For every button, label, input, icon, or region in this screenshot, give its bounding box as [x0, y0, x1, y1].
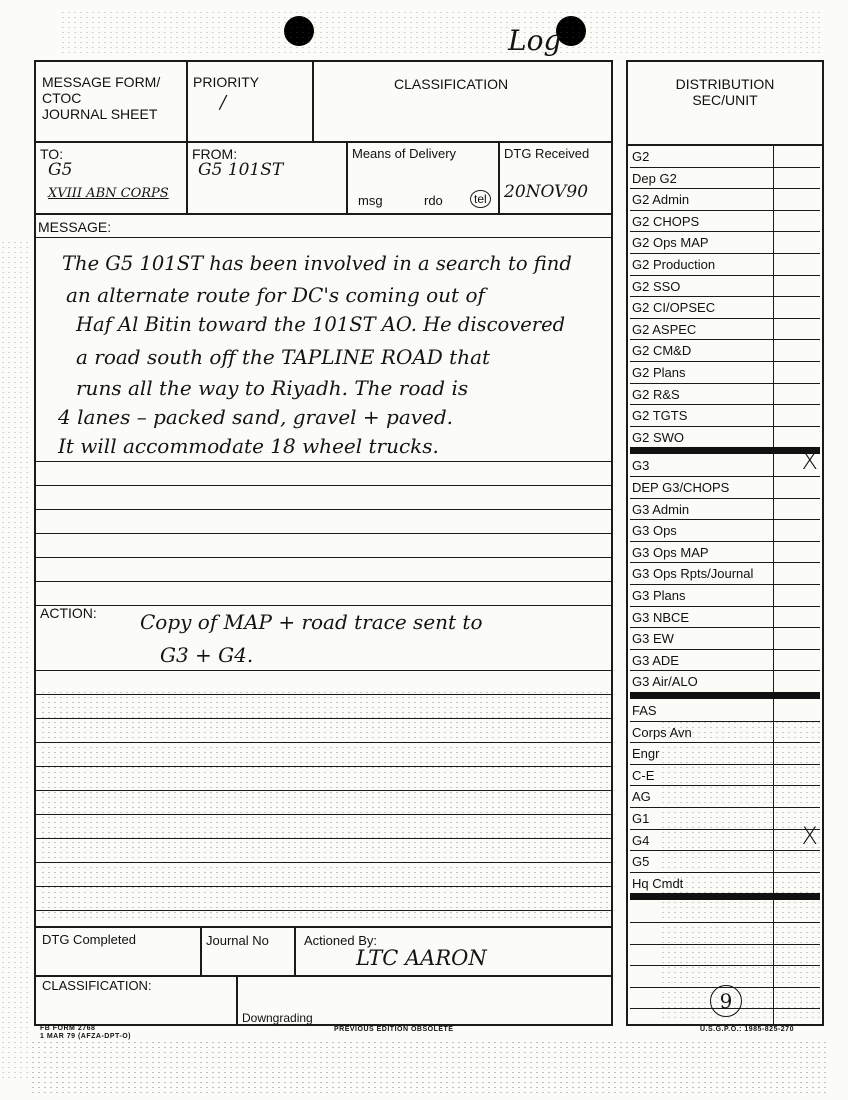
- distribution-item: [630, 563, 820, 585]
- delivery-option-rdo: rdo: [424, 193, 443, 208]
- distribution-item-label: G3 NBCE: [632, 609, 690, 625]
- distribution-item-label: Corps Avn: [632, 724, 692, 740]
- distribution-item-label: Engr: [632, 746, 660, 762]
- message-line: The G5 101ST has been involved in a search to find: [62, 252, 572, 275]
- distribution-item-label: AG: [632, 789, 651, 805]
- distribution-item-label: G2 Admin: [632, 192, 690, 208]
- from-value: G5 101ST: [198, 160, 284, 180]
- distribution-item: [630, 276, 820, 298]
- distribution-item: [630, 340, 820, 362]
- distribution-item-label: G2 Ops MAP: [632, 235, 709, 251]
- scan-noise-bottom: [30, 1040, 830, 1095]
- distribution-item-label: G3 Admin: [632, 501, 690, 517]
- action-line-1: Copy of MAP + road trace sent to: [140, 610, 483, 634]
- distribution-item: [630, 189, 820, 211]
- distribution-item-label: G2 SWO: [632, 429, 685, 445]
- distribution-item: [630, 405, 820, 427]
- distribution-separator: [630, 447, 820, 454]
- downgrading-label: Downgrading: [242, 1011, 313, 1025]
- priority-value: /: [220, 92, 227, 113]
- distribution-item: [630, 254, 820, 276]
- dtg-received-value: 20NOV90: [504, 182, 589, 202]
- distribution-separator: [630, 893, 820, 900]
- distribution-item-label: Hq Cmdt: [632, 875, 684, 891]
- to-value-corps: XVIII ABN CORPS: [48, 186, 169, 201]
- previous-edition-note: PREVIOUS EDITION OBSOLETE: [334, 1026, 454, 1033]
- distribution-item-label: G3 ADE: [632, 652, 679, 668]
- distribution-header: DISTRIBUTION SEC/UNIT: [675, 76, 775, 108]
- distribution-item: [630, 873, 820, 895]
- scan-noise-top: [60, 10, 820, 54]
- distribution-panel: [626, 60, 824, 1026]
- classification-header-label: CLASSIFICATION: [394, 76, 509, 92]
- message-line: an alternate route for DC's coming out of: [66, 283, 485, 307]
- distribution-item-label: G2 CHOPS: [632, 213, 700, 229]
- distribution-item-label: G2: [632, 149, 650, 164]
- distribution-item-label: G3 Air/ALO: [632, 674, 698, 690]
- distribution-item: [630, 427, 820, 449]
- distribution-item-label: G3 Ops: [632, 523, 677, 539]
- distribution-item: [630, 743, 820, 765]
- distribution-item: [630, 765, 820, 787]
- log-scribble: Log: [508, 24, 562, 57]
- distribution-item-label: DEP G3/CHOPS: [632, 480, 730, 495]
- distribution-item: [630, 722, 820, 744]
- distribution-item: [630, 297, 820, 319]
- distribution-item-label: G2 R&S: [632, 386, 680, 402]
- form-number: FB FORM 2768 1 MAR 79 (AFZA-DPT-O): [40, 1025, 131, 1040]
- distribution-item: [630, 650, 820, 672]
- distribution-item: [630, 499, 820, 521]
- distribution-item: [630, 628, 820, 650]
- delivery-label: Means of Delivery: [352, 146, 457, 161]
- distribution-item-label: G2 CI/OPSEC: [632, 300, 716, 316]
- distribution-item: [630, 671, 820, 693]
- distribution-item: [630, 232, 820, 254]
- priority-label: PRIORITY: [193, 74, 260, 90]
- check-mark-icon: X: [801, 447, 818, 476]
- distribution-item-label: G3 Plans: [632, 588, 686, 603]
- distribution-item: [630, 542, 820, 564]
- action-label: ACTION:: [40, 605, 97, 621]
- distribution-item-label: Dep G2: [632, 170, 677, 186]
- distribution-item-label: G2 SSO: [632, 278, 681, 294]
- distribution-item: [630, 477, 820, 499]
- action-line-2: G3 + G4.: [160, 643, 254, 667]
- distribution-item-label: G2 Plans: [632, 365, 686, 380]
- distribution-blank-row: [630, 923, 820, 945]
- distribution-item-label: G2 CM&D: [632, 343, 692, 359]
- distribution-item-label: G2 TGTS: [632, 408, 688, 424]
- actioned-by-label: Actioned By:: [304, 933, 377, 948]
- to-label: TO:: [40, 146, 64, 162]
- message-line: runs all the way to Riyadh. The road is: [76, 376, 469, 400]
- distribution-item-label: G3 Ops MAP: [632, 544, 709, 560]
- scan-noise-left: [0, 240, 28, 1080]
- distribution-item: [630, 384, 820, 406]
- distribution-item: [630, 851, 820, 873]
- message-line: 4 lanes – packed sand, gravel + paved.: [58, 405, 454, 429]
- message-line: It will accommodate 18 wheel trucks.: [58, 434, 439, 458]
- distribution-item: [630, 808, 820, 830]
- check-mark-icon: X: [801, 821, 818, 850]
- distribution-item: [630, 786, 820, 808]
- distribution-item: [630, 362, 820, 384]
- to-value-unit: G5: [48, 160, 73, 180]
- classification-footer-label: CLASSIFICATION:: [42, 978, 152, 993]
- distribution-item-label: FAS: [632, 703, 657, 718]
- distribution-item: [630, 447, 820, 477]
- message-line: a road south off the TAPLINE ROAD that: [76, 345, 491, 369]
- distribution-item: [630, 585, 820, 607]
- distribution-item: [630, 168, 820, 190]
- distribution-item: [630, 211, 820, 233]
- distribution-item-label: G3 EW: [632, 631, 674, 647]
- distribution-blank-row: [630, 945, 820, 967]
- delivery-option-tel: tel: [470, 190, 491, 208]
- distribution-item-label: C-E: [632, 767, 655, 783]
- distribution-item: [630, 319, 820, 341]
- message-form-title: MESSAGE FORM/ CTOC JOURNAL SHEET: [42, 74, 161, 122]
- gpo-note: U.S.G.P.O.: 1985-825-270: [700, 1026, 794, 1033]
- journal-no-label: Journal No: [206, 933, 269, 948]
- message-line: Haf Al Bitin toward the 101ST AO. He discovered: [76, 313, 566, 336]
- from-label: FROM:: [192, 146, 238, 162]
- message-label: MESSAGE:: [38, 219, 112, 235]
- distribution-item: [630, 520, 820, 542]
- distribution-item: [630, 146, 820, 168]
- distribution-item-label: G3 Ops Rpts/Journal: [632, 566, 754, 582]
- dtg-completed-label: DTG Completed: [42, 932, 136, 947]
- distribution-item: [630, 607, 820, 629]
- page-number: 9: [710, 985, 742, 1017]
- distribution-blank-row: [630, 901, 820, 923]
- dtg-received-label: DTG Received: [504, 146, 590, 161]
- distribution-separator: [630, 692, 820, 699]
- distribution-item-label: G2 ASPEC: [632, 321, 697, 337]
- distribution-item-label: G3: [632, 458, 650, 474]
- distribution-item-label: G4: [632, 832, 650, 848]
- distribution-item: [630, 821, 820, 852]
- delivery-option-msg: msg: [358, 193, 383, 208]
- distribution-item: [630, 700, 820, 722]
- distribution-item-label: G1: [632, 811, 650, 826]
- distribution-item-label: G5: [632, 854, 650, 870]
- distribution-item-label: G2 Production: [632, 257, 716, 272]
- actioned-by-value: LTC AARON: [356, 946, 487, 970]
